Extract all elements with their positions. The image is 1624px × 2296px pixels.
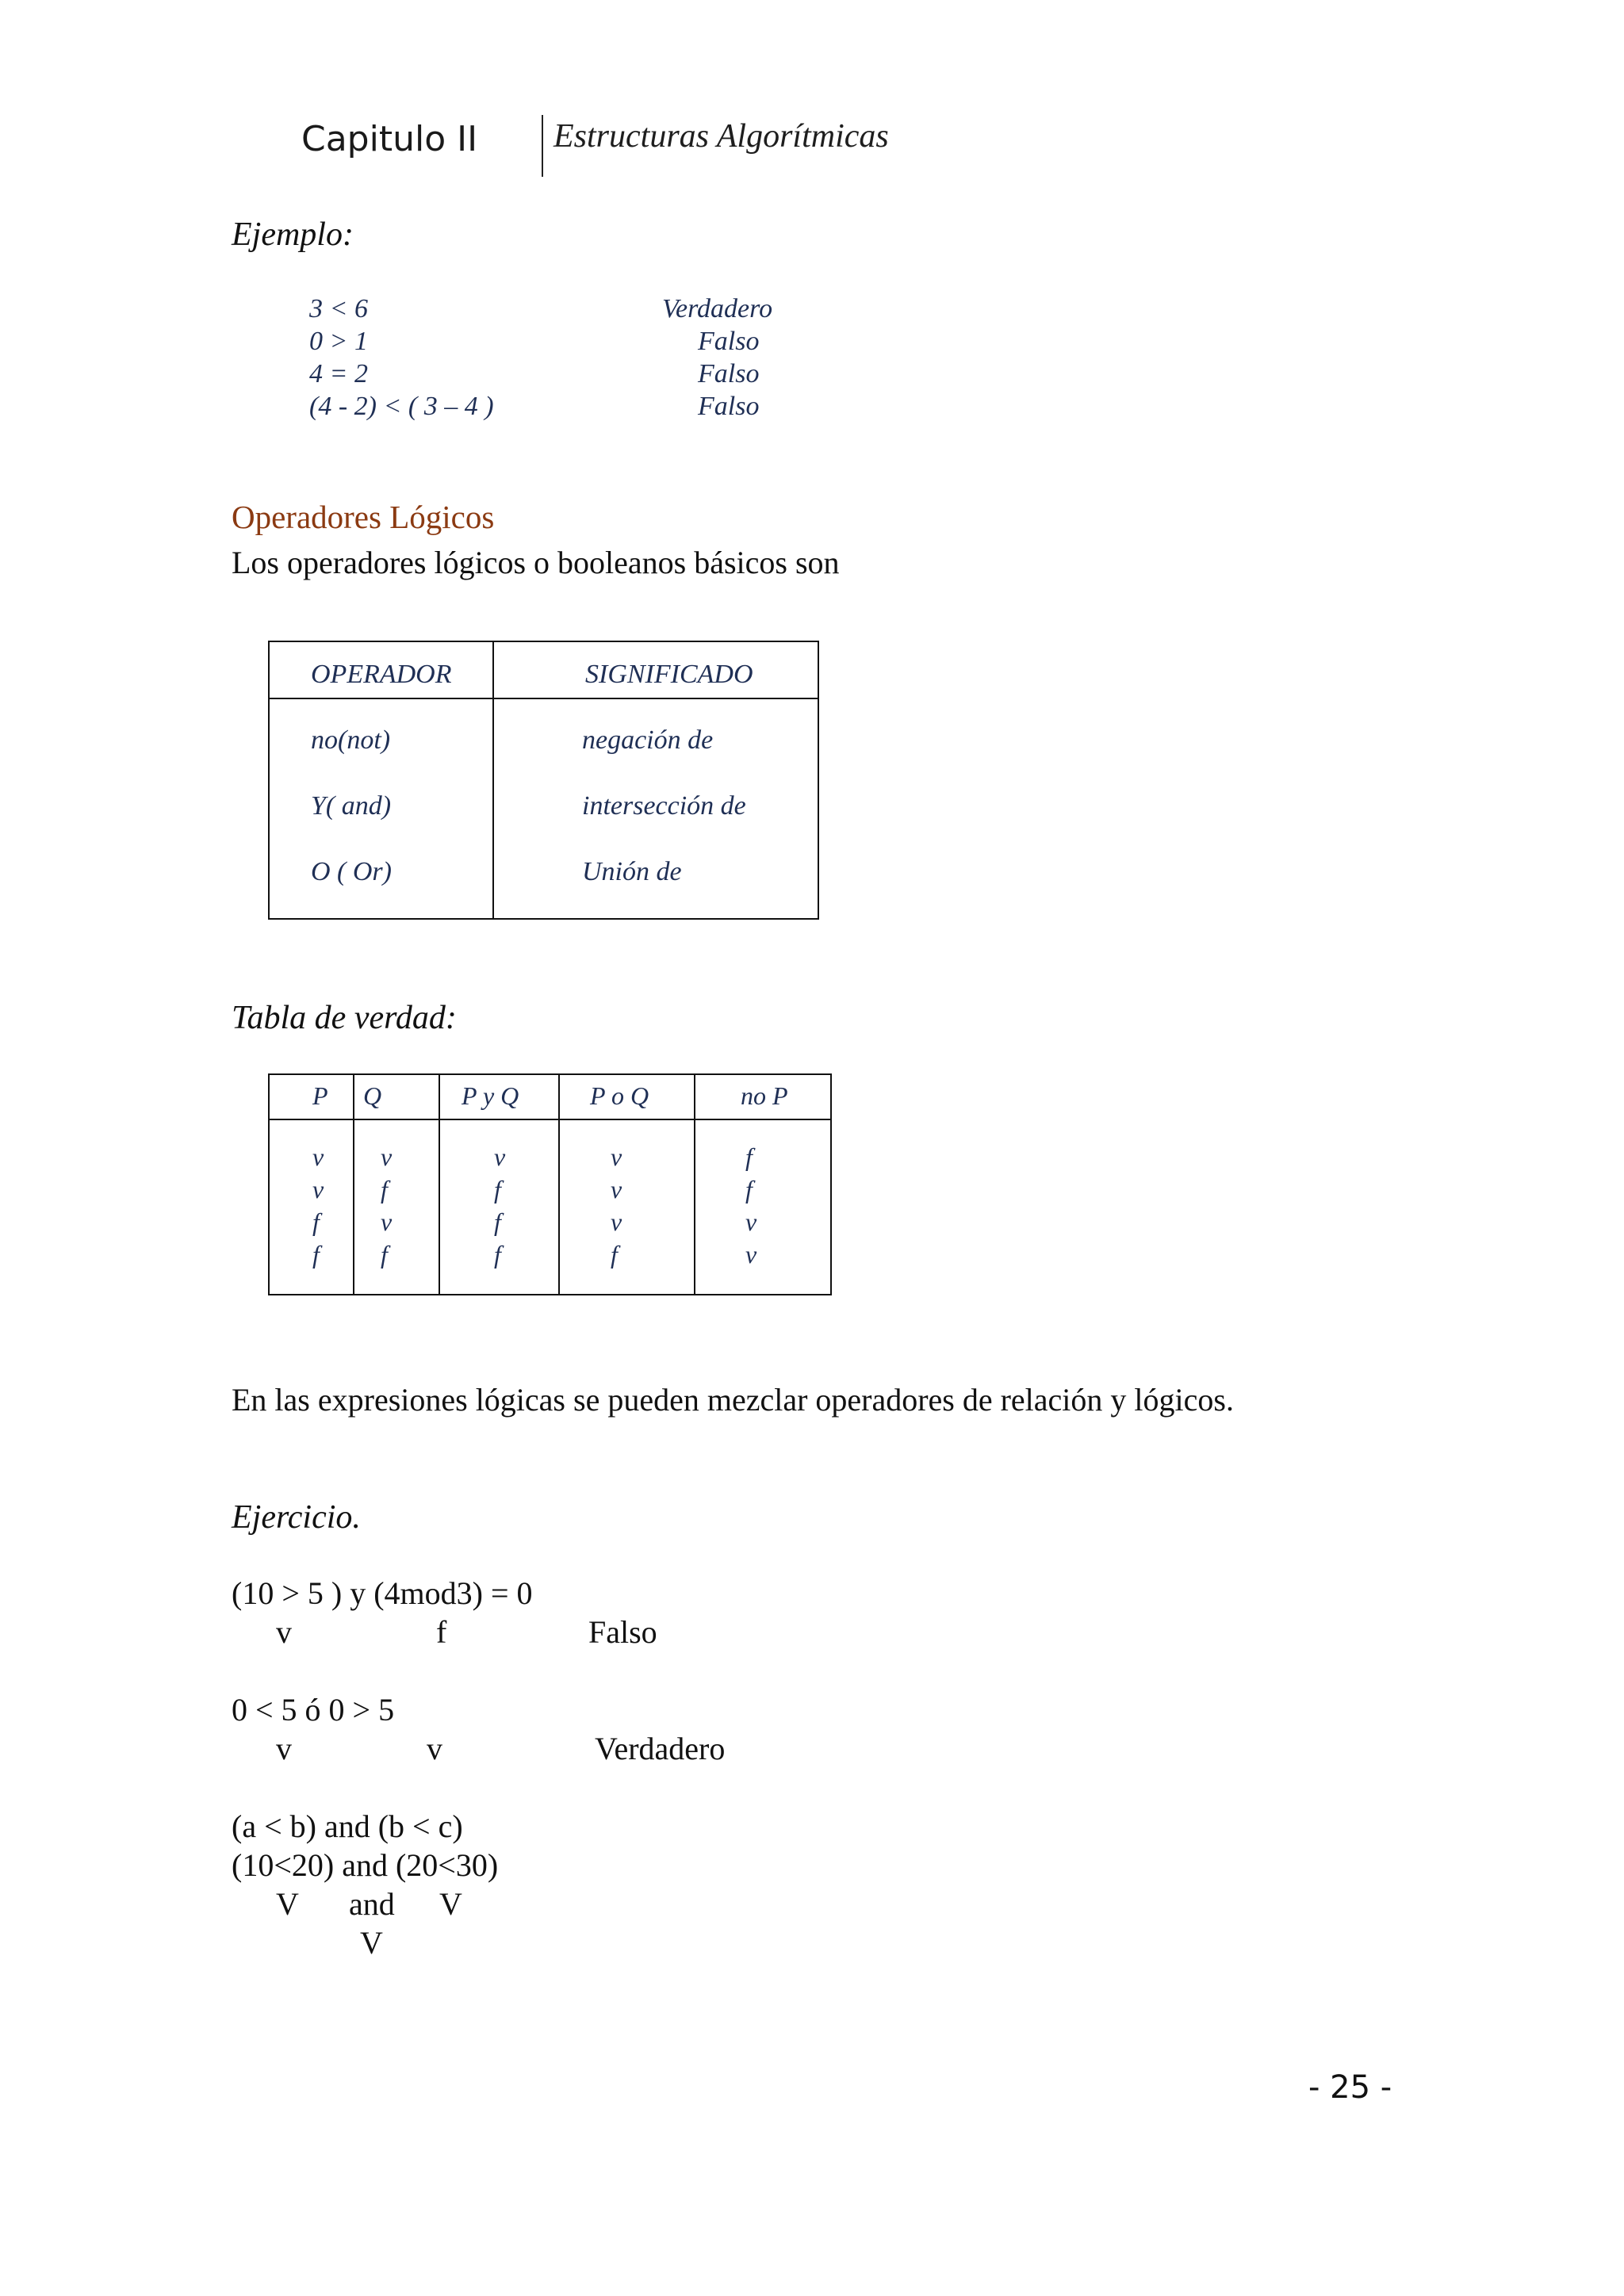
chapter-title: Estructuras Algorítmicas xyxy=(553,118,889,155)
operators-table-header-rule xyxy=(270,698,818,699)
example-heading: Ejemplo: xyxy=(232,216,354,253)
operators-header-operator: OPERADOR xyxy=(311,660,452,689)
truth-cell: f xyxy=(312,1207,320,1236)
truth-cell: f xyxy=(745,1142,753,1171)
exercise-2-expression: 0 < 5 ó 0 > 5 xyxy=(232,1692,395,1728)
example-result-4: Falso xyxy=(698,392,760,421)
truth-cell: f xyxy=(494,1207,501,1236)
truth-table-divider xyxy=(439,1075,440,1294)
exercise-3-final: V xyxy=(360,1925,383,1961)
operator-and: Y( and) xyxy=(311,791,392,821)
truth-cell: f xyxy=(611,1240,618,1269)
exercise-1-value-left: v xyxy=(276,1614,292,1650)
truth-table-divider xyxy=(694,1075,695,1294)
operator-not: no(not) xyxy=(311,725,391,755)
truth-table-divider xyxy=(353,1075,354,1294)
example-expr-2: 0 > 1 xyxy=(309,327,368,356)
truth-cell: v xyxy=(312,1175,324,1203)
exercise-3-operator: and xyxy=(349,1886,395,1922)
logic-ops-intro: Los operadores lógicos o booleanos básicos son xyxy=(232,545,840,580)
operators-header-meaning: SIGNIFICADO xyxy=(585,660,753,689)
example-expr-1: 3 < 6 xyxy=(309,294,368,323)
exercise-2-value-left: v xyxy=(276,1731,292,1766)
truth-cell: v xyxy=(745,1240,757,1269)
operators-table-divider xyxy=(492,642,494,918)
truth-cell: v xyxy=(312,1142,324,1171)
truth-table-header-rule xyxy=(270,1119,830,1120)
page-number: - 25 - xyxy=(1308,2069,1392,2106)
truth-cell: v xyxy=(611,1175,622,1203)
meaning-or: Unión de xyxy=(582,857,682,886)
truth-cell: f xyxy=(745,1175,753,1203)
truth-cell: v xyxy=(611,1142,622,1171)
exercise-3-line-1: (a < b) and (b < c) xyxy=(232,1808,463,1844)
truth-table-heading: Tabla de verdad: xyxy=(232,1000,457,1036)
logic-ops-title: Operadores Lógicos xyxy=(232,499,495,535)
operators-table xyxy=(268,641,819,920)
exercise-3-value-left: V xyxy=(276,1886,299,1922)
truth-cell: v xyxy=(611,1207,622,1236)
truth-header-p-or-q: P o Q xyxy=(590,1081,649,1110)
chapter-label: Capitulo II xyxy=(301,119,478,159)
truth-header-p-and-q: P y Q xyxy=(462,1081,519,1110)
truth-cell: v xyxy=(494,1142,506,1171)
exercise-1-expression: (10 > 5 ) y (4mod3) = 0 xyxy=(232,1575,533,1611)
header-divider xyxy=(542,115,543,177)
mix-note: En las expresiones lógicas se pueden mezclar operadores de relación y lógicos. xyxy=(232,1382,1234,1418)
meaning-not: negación de xyxy=(582,725,714,755)
truth-cell: v xyxy=(381,1142,393,1171)
truth-cell: v xyxy=(745,1207,757,1236)
truth-header-p: P xyxy=(312,1081,328,1110)
truth-table-divider xyxy=(558,1075,560,1294)
truth-cell: f xyxy=(381,1240,388,1269)
truth-header-q: Q xyxy=(363,1081,382,1110)
truth-cell: f xyxy=(494,1175,501,1203)
operator-or: O ( Or) xyxy=(311,857,392,886)
exercise-1-result: Falso xyxy=(588,1614,657,1650)
exercise-2-value-right: v xyxy=(427,1731,442,1766)
exercise-3-value-right: V xyxy=(439,1886,462,1922)
exercise-2-result: Verdadero xyxy=(595,1731,726,1766)
exercise-3-line-2: (10<20) and (20<30) xyxy=(232,1847,499,1883)
truth-cell: f xyxy=(312,1240,320,1269)
example-expr-4: (4 - 2) < ( 3 – 4 ) xyxy=(309,392,494,421)
truth-cell: f xyxy=(494,1240,501,1269)
truth-cell: f xyxy=(381,1175,388,1203)
example-result-3: Falso xyxy=(698,359,760,388)
truth-table xyxy=(268,1073,832,1295)
meaning-and: intersección de xyxy=(582,791,746,821)
truth-cell: v xyxy=(381,1207,393,1236)
example-result-2: Falso xyxy=(698,327,760,356)
truth-header-not-p: no P xyxy=(741,1081,788,1110)
exercise-heading: Ejercicio. xyxy=(232,1499,361,1536)
exercise-1-value-right: f xyxy=(436,1614,447,1650)
example-result-1: Verdadero xyxy=(662,294,773,323)
example-expr-3: 4 = 2 xyxy=(309,359,368,388)
